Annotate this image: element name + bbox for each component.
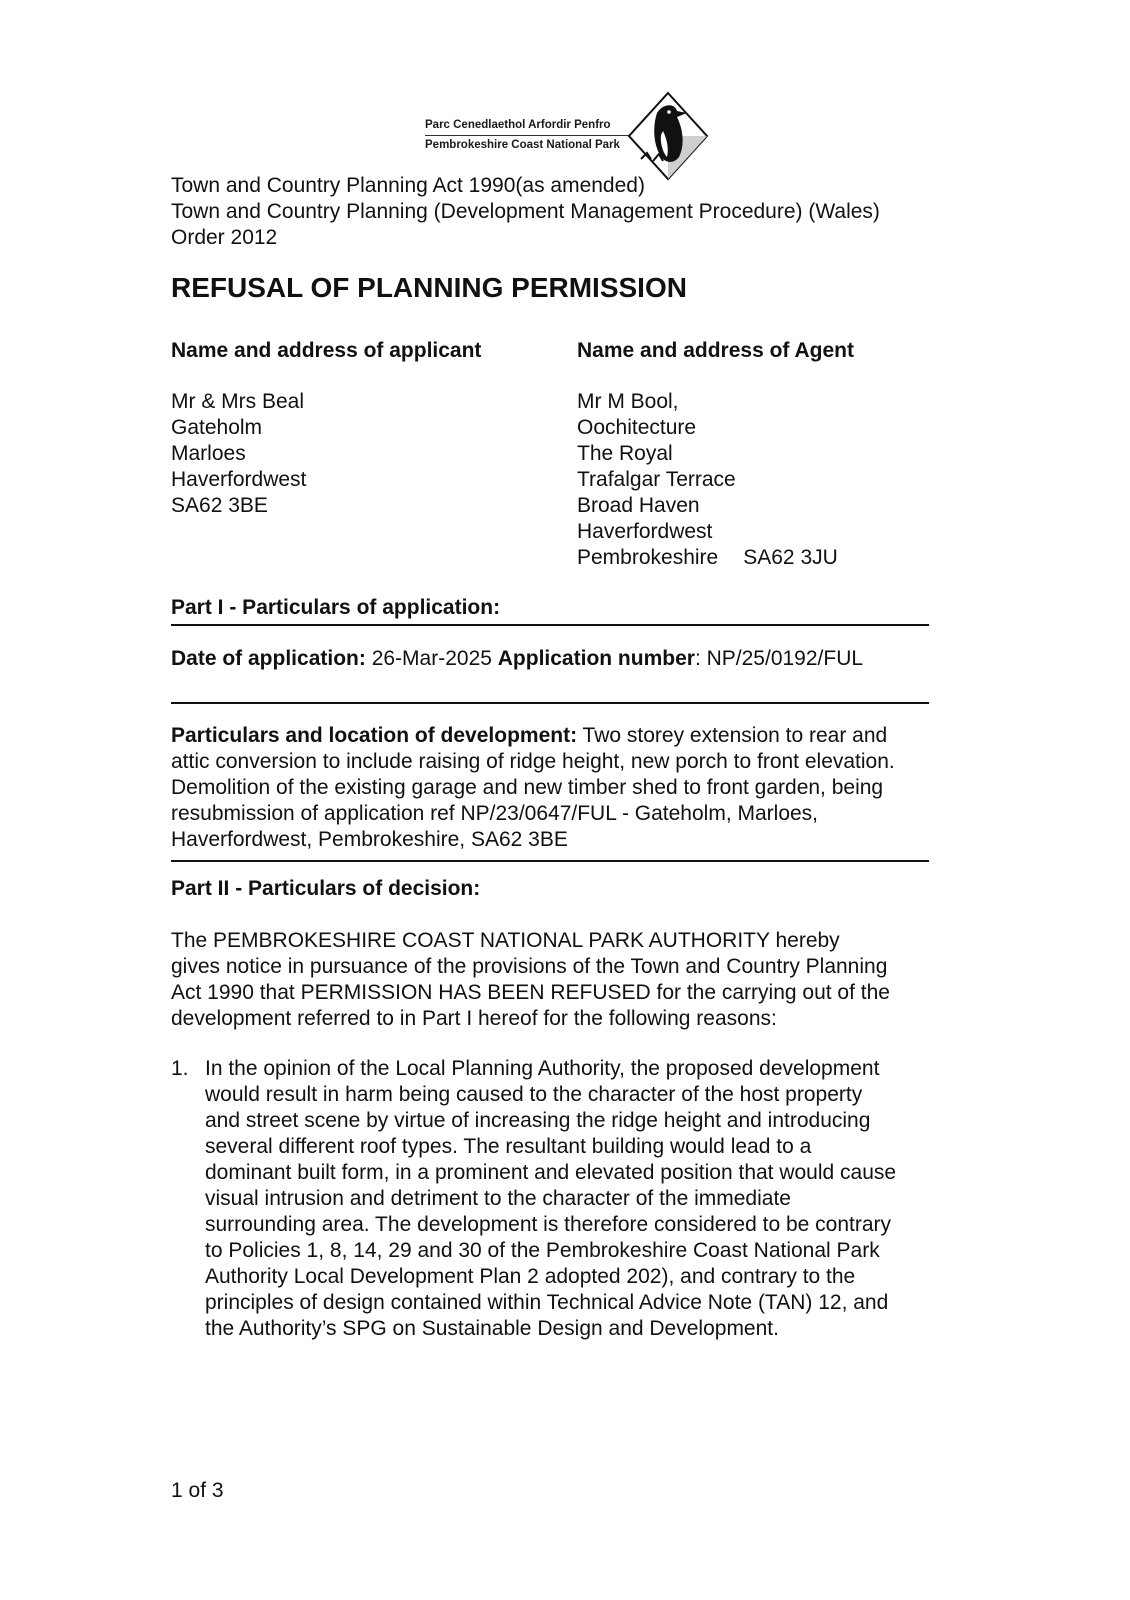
particulars-text: Haverfordwest, Pembrokeshire, SA62 3BE bbox=[171, 828, 568, 851]
development-particulars bbox=[171, 723, 971, 853]
applicant-address bbox=[171, 389, 306, 519]
logo-english-name: Pembrokeshire Coast National Park bbox=[425, 139, 620, 151]
date-value: 26-Mar-2025 bbox=[365, 647, 498, 670]
particulars-text: Demolition of the existing garage and new timber shed to front garden, being bbox=[171, 776, 884, 799]
reason-line: dominant built form, in a prominent and elevated position that would cause bbox=[205, 1161, 897, 1184]
reason-line: Authority Local Development Plan 2 adopted 202), and contrary to the bbox=[205, 1265, 856, 1288]
applicant-address-line: Haverfordwest bbox=[171, 468, 307, 491]
particulars-label: Particulars and location of development: bbox=[171, 724, 578, 747]
reason-line: In the opinion of the Local Planning Authority, the proposed development bbox=[205, 1057, 880, 1080]
reason-line: surrounding area. The development is therefore considered to be contrary bbox=[205, 1213, 892, 1236]
refusal-reason bbox=[205, 1056, 965, 1342]
particulars-text: resubmission of application ref NP/23/0647/FUL - Gateholm, Marloes, bbox=[171, 802, 819, 825]
agent-county: Pembrokeshire bbox=[577, 546, 719, 569]
part1-heading: Part I - Particulars of application: bbox=[171, 596, 501, 619]
applicant-address-line: Marloes bbox=[171, 442, 246, 465]
agent-heading: Name and address of Agent bbox=[577, 339, 854, 362]
agent-address-line bbox=[577, 545, 838, 571]
reason-line: to Policies 1, 8, 14, 29 and 30 of the Pembrokeshire Coast National Park bbox=[205, 1239, 880, 1262]
legislation-header bbox=[171, 173, 880, 251]
reason-line: several different roof types. The resultant building would lead to a bbox=[205, 1135, 812, 1158]
reason-line: visual intrusion and detriment to the character of the immediate bbox=[205, 1187, 791, 1210]
applicant-address-line: SA62 3BE bbox=[171, 494, 268, 517]
date-label: Date of application: bbox=[171, 647, 366, 670]
notice-line: The PEMBROKESHIRE COAST NATIONAL PARK AUTHORITY hereby bbox=[171, 929, 840, 952]
reason-line: the Authority’s SPG on Sustainable Design and Development. bbox=[205, 1317, 779, 1340]
notice-line: gives notice in pursuance of the provisions of the Town and Country Planning bbox=[171, 955, 888, 978]
notice-line: development referred to in Part I hereof for the following reasons: bbox=[171, 1007, 777, 1030]
divider bbox=[171, 702, 929, 704]
agent-address bbox=[577, 389, 838, 571]
agent-address-line: Broad Haven bbox=[577, 494, 700, 517]
legislation-line: Order 2012 bbox=[171, 226, 278, 249]
agent-address-line: Trafalgar Terrace bbox=[577, 468, 736, 491]
decision-notice bbox=[171, 928, 971, 1032]
divider bbox=[171, 624, 929, 626]
reason-line: principles of design contained within Technical Advice Note (TAN) 12, and bbox=[205, 1291, 889, 1314]
agent-address-line: The Royal bbox=[577, 442, 673, 465]
logo-divider bbox=[425, 135, 635, 136]
agent-address-line: Mr M Bool, bbox=[577, 390, 679, 413]
razorbill-bird-icon bbox=[627, 91, 709, 181]
application-number-label: Application number bbox=[497, 647, 695, 670]
part2-heading: Part II - Particulars of decision: bbox=[171, 877, 481, 900]
application-number-value: : NP/25/0192/FUL bbox=[694, 647, 864, 670]
agent-address-line: Haverfordwest bbox=[577, 520, 713, 543]
legislation-line: Town and Country Planning Act 1990(as amended) bbox=[171, 174, 645, 197]
logo-welsh-name: Parc Cenedlaethol Arfordir Penfro bbox=[425, 119, 611, 131]
reason-line: and street scene by virtue of increasing the ridge height and introducing bbox=[205, 1109, 871, 1132]
applicant-heading: Name and address of applicant bbox=[171, 339, 482, 362]
particulars-text: Two storey extension to rear and bbox=[577, 724, 888, 747]
application-details bbox=[171, 646, 863, 672]
agent-postcode: SA62 3JU bbox=[743, 546, 838, 569]
agent-address-line: Oochitecture bbox=[577, 416, 697, 439]
reason-line: would result in harm being caused to the character of the host property bbox=[205, 1083, 863, 1106]
legislation-line: Town and Country Planning (Development Management Procedure) (Wales) bbox=[171, 200, 880, 223]
notice-line: Act 1990 that PERMISSION HAS BEEN REFUSED for the carrying out of the bbox=[171, 981, 890, 1004]
applicant-address-line: Mr & Mrs Beal bbox=[171, 390, 305, 413]
divider bbox=[171, 860, 929, 862]
applicant-address-line: Gateholm bbox=[171, 416, 263, 439]
document-title: REFUSAL OF PLANNING PERMISSION bbox=[171, 272, 687, 303]
reason-number: 1. bbox=[171, 1057, 189, 1080]
page-number: 1 of 3 bbox=[171, 1479, 224, 1502]
particulars-text: attic conversion to include raising of ridge height, new porch to front elevation. bbox=[171, 750, 895, 773]
